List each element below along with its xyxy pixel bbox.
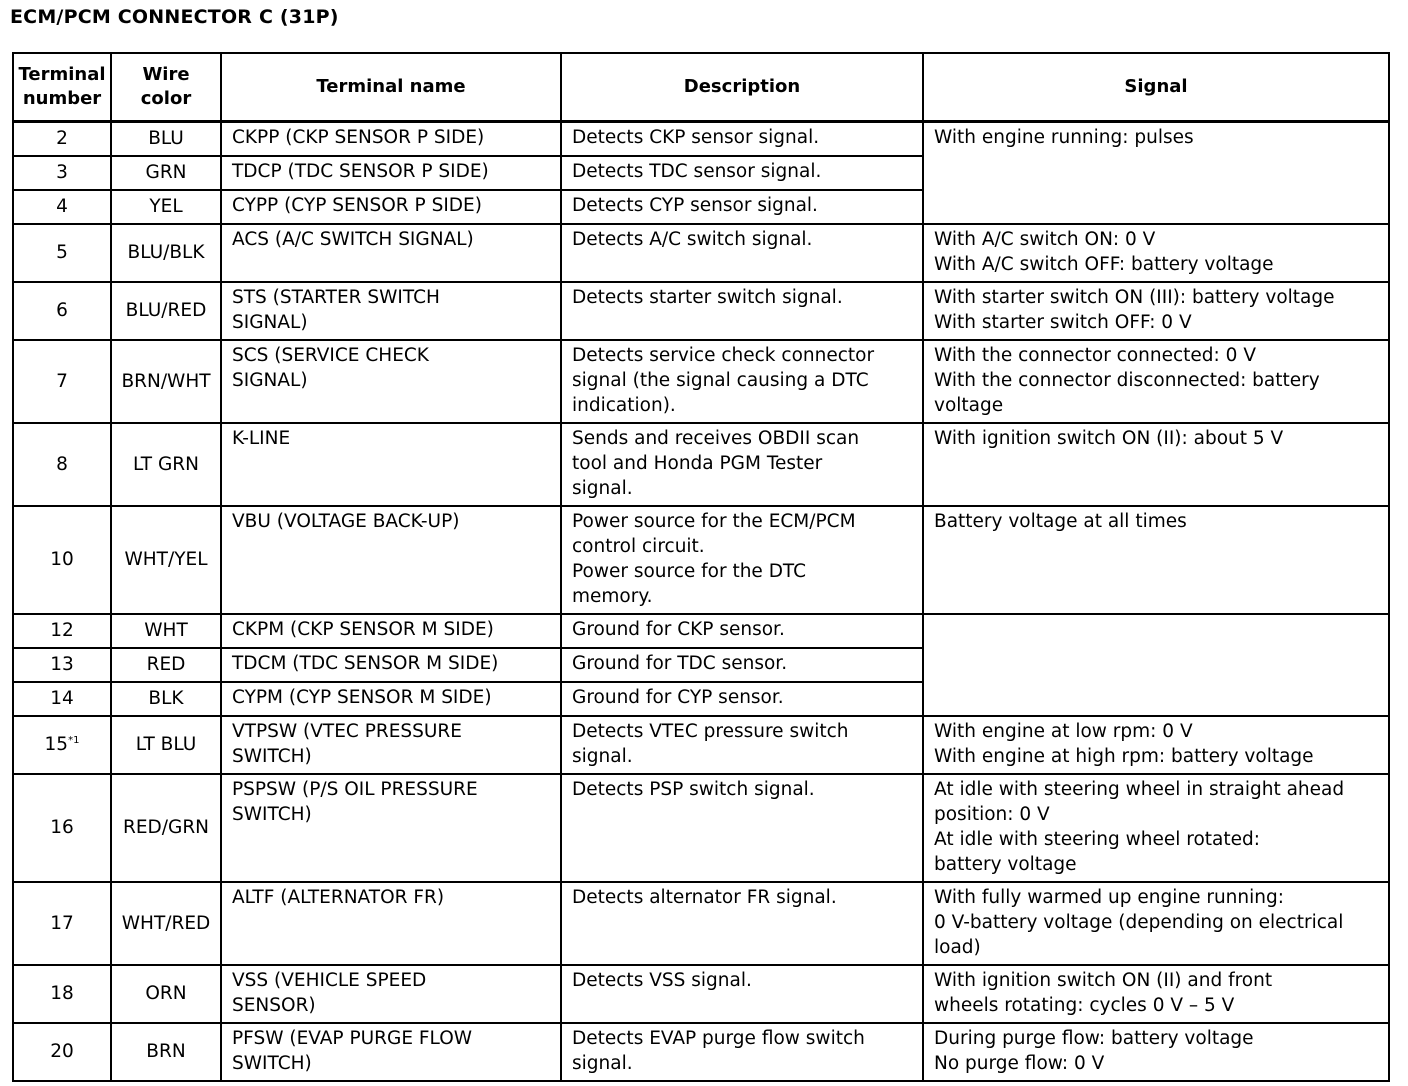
wire-color: RED/GRN (111, 774, 221, 882)
terminal-name: PSPSW (P/S OIL PRESSURE SWITCH) (221, 774, 561, 882)
wire-color: YEL (111, 190, 221, 224)
table-row (13, 282, 1389, 340)
table-row (13, 882, 1389, 965)
wire-color: BRN (111, 1023, 221, 1081)
table-row (13, 614, 1389, 648)
terminal-number: 2 (13, 122, 111, 156)
description: Detects service check connector signal (the signal causing a DTC indication). (561, 340, 923, 423)
table-row (13, 1023, 1389, 1081)
wire-color: BLU (111, 122, 221, 156)
terminal-number: 12 (13, 614, 111, 648)
terminal-name: VBU (VOLTAGE BACK-UP) (221, 506, 561, 614)
wire-color: GRN (111, 156, 221, 190)
wire-color: LT BLU (111, 716, 221, 774)
wire-color: ORN (111, 965, 221, 1023)
wire-color: BLK (111, 682, 221, 716)
description: Detects PSP switch signal. (561, 774, 923, 882)
terminal-name: VTPSW (VTEC PRESSURE SWITCH) (221, 716, 561, 774)
terminal-name: ALTF (ALTERNATOR FR) (221, 882, 561, 965)
footnote-marker: *1 (68, 734, 80, 746)
terminal-name: STS (STARTER SWITCH SIGNAL) (221, 282, 561, 340)
description: Detects CKP sensor signal. (561, 122, 923, 156)
terminal-number: 16 (13, 774, 111, 882)
signal: Battery voltage at all times (923, 506, 1389, 614)
signal: With the connector connected: 0 V With the connector disconnected: battery voltage (923, 340, 1389, 423)
wire-color: BLU/RED (111, 282, 221, 340)
terminal-name: PFSW (EVAP PURGE FLOW SWITCH) (221, 1023, 561, 1081)
terminal-number: 14 (13, 682, 111, 716)
description: Ground for CKP sensor. (561, 614, 923, 648)
terminal-number: 18 (13, 965, 111, 1023)
wire-color: RED (111, 648, 221, 682)
terminal-number: 17 (13, 882, 111, 965)
header-terminal-name: Terminal name (221, 53, 561, 122)
terminal-name: CYPP (CYP SENSOR P SIDE) (221, 190, 561, 224)
table-row (13, 774, 1389, 882)
terminal-name: K-LINE (221, 423, 561, 506)
header-description: Description (561, 53, 923, 122)
terminal-name: TDCP (TDC SENSOR P SIDE) (221, 156, 561, 190)
terminal-number: 3 (13, 156, 111, 190)
terminal-name: TDCM (TDC SENSOR M SIDE) (221, 648, 561, 682)
terminal-name: ACS (A/C SWITCH SIGNAL) (221, 224, 561, 282)
description: Sends and receives OBDII scan tool and Honda PGM Tester signal. (561, 423, 923, 506)
table-row (13, 122, 1389, 156)
header-wire-color: Wire color (111, 53, 221, 122)
description: Detects EVAP purge flow switch signal. (561, 1023, 923, 1081)
terminal-number: 10 (13, 506, 111, 614)
description: Detects starter switch signal. (561, 282, 923, 340)
terminal-number: 6 (13, 282, 111, 340)
wire-color: BRN/WHT (111, 340, 221, 423)
table-row (13, 224, 1389, 282)
description: Detects TDC sensor signal. (561, 156, 923, 190)
wire-color: WHT/YEL (111, 506, 221, 614)
wire-color: LT GRN (111, 423, 221, 506)
terminal-name: SCS (SERVICE CHECK SIGNAL) (221, 340, 561, 423)
header-row (13, 53, 1389, 122)
terminal-name: CKPM (CKP SENSOR M SIDE) (221, 614, 561, 648)
description: Ground for CYP sensor. (561, 682, 923, 716)
terminal-number: 13 (13, 648, 111, 682)
header-terminal-number: Terminal number (13, 53, 111, 122)
signal: With fully warmed up engine running: 0 V-battery voltage (depending on electrical load) (923, 882, 1389, 965)
signal: With engine running: pulses (923, 122, 1389, 224)
description: Detects CYP sensor signal. (561, 190, 923, 224)
table-row (13, 965, 1389, 1023)
signal: With engine at low rpm: 0 V With engine at high rpm: battery voltage (923, 716, 1389, 774)
signal: With A/C switch ON: 0 V With A/C switch OFF: battery voltage (923, 224, 1389, 282)
description: Detects VSS signal. (561, 965, 923, 1023)
terminal-number: 20 (13, 1023, 111, 1081)
connector-table (12, 52, 1390, 1082)
description: Detects A/C switch signal. (561, 224, 923, 282)
terminal-number: 5 (13, 224, 111, 282)
table-row (13, 716, 1389, 774)
table-row (13, 506, 1389, 614)
signal: During purge flow: battery voltage No purge flow: 0 V (923, 1023, 1389, 1081)
signal (923, 614, 1389, 716)
terminal-number: 4 (13, 190, 111, 224)
signal: With starter switch ON (III): battery voltage With starter switch OFF: 0 V (923, 282, 1389, 340)
description: Detects alternator FR signal. (561, 882, 923, 965)
description: Detects VTEC pressure switch signal. (561, 716, 923, 774)
terminal-number: 8 (13, 423, 111, 506)
signal: At idle with steering wheel in straight ahead position: 0 V At idle with steering wheel rotated: battery voltage (923, 774, 1389, 882)
wire-color: WHT/RED (111, 882, 221, 965)
terminal-number (13, 716, 111, 774)
table-row (13, 340, 1389, 423)
terminal-name: VSS (VEHICLE SPEED SENSOR) (221, 965, 561, 1023)
description: Ground for TDC sensor. (561, 648, 923, 682)
description: Power source for the ECM/PCM control circuit. Power source for the DTC memory. (561, 506, 923, 614)
wire-color: WHT (111, 614, 221, 648)
terminal-number: 7 (13, 340, 111, 423)
terminal-number-value: 15 (44, 734, 69, 755)
terminal-name: CYPM (CYP SENSOR M SIDE) (221, 682, 561, 716)
page-title: ECM/PCM CONNECTOR C (31P) (10, 6, 339, 28)
signal: With ignition switch ON (II) and front wheels rotating: cycles 0 V – 5 V (923, 965, 1389, 1023)
wire-color: BLU/BLK (111, 224, 221, 282)
signal: With ignition switch ON (II): about 5 V (923, 423, 1389, 506)
header-signal: Signal (923, 53, 1389, 122)
terminal-name: CKPP (CKP SENSOR P SIDE) (221, 122, 561, 156)
table-row (13, 423, 1389, 506)
